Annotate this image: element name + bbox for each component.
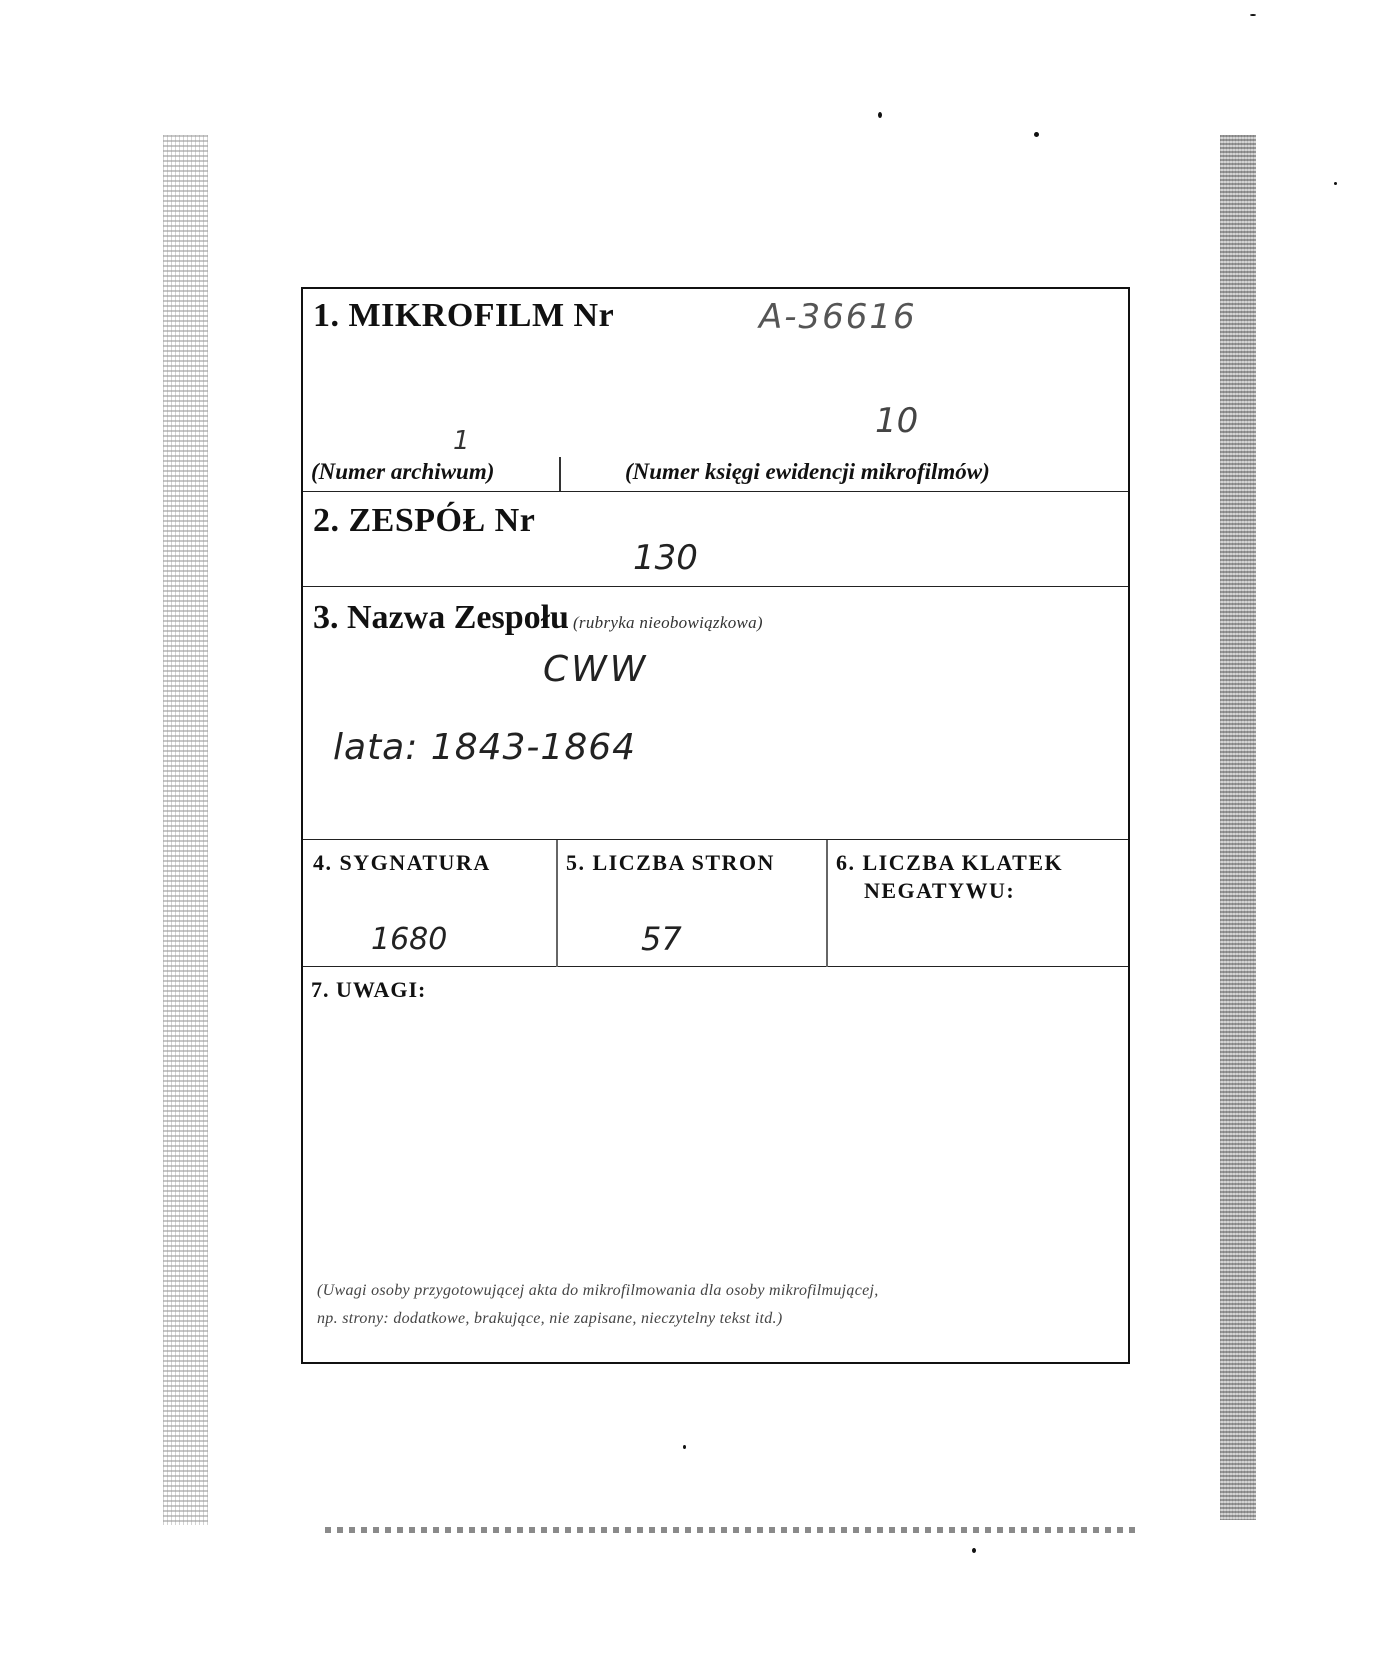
- scan-edge-right: [1220, 135, 1256, 1520]
- liczba-stron-value: 57: [641, 920, 682, 958]
- scan-speck: [972, 1548, 976, 1553]
- mikrofilm-label: 1. MIKROFILM Nr: [313, 297, 615, 334]
- scan-edge-left: [163, 135, 208, 1525]
- book-number: 10: [875, 401, 919, 441]
- book-number-label: (Numer księgi ewidencji mikrofilmów): [625, 459, 990, 484]
- uwagi-label: 7. UWAGI:: [311, 977, 427, 1002]
- scan-speck: [878, 112, 882, 118]
- nazwa-zespolu-note: (rubryka nieobowiązkowa): [572, 613, 763, 632]
- zespol-number: 130: [633, 538, 698, 578]
- section-zespol: [303, 492, 1128, 587]
- scan-edge-bottom: [325, 1527, 1135, 1533]
- zespol-years: lata: 1843-1864: [333, 727, 637, 768]
- negatywu-label: NEGATYWU:: [864, 878, 1016, 903]
- uwagi-footnote: [317, 1277, 1117, 1333]
- zespol-label: 2. ZESPÓŁ Nr: [313, 502, 536, 539]
- sygnatura-value: 1680: [371, 922, 448, 957]
- column-divider: [556, 840, 558, 967]
- liczba-klatek-label: 6. LICZBA KLATEK: [836, 850, 1064, 875]
- archive-number: 1: [453, 426, 470, 456]
- uwagi-footnote-line-1: (Uwagi osoby przygotowującej akta do mikrofilmowania dla osoby mikrofilmującej,: [317, 1282, 879, 1299]
- uwagi-footnote-line-2: np. strony: dodatkowe, brakujące, nie zapisane, nieczytelny tekst itd.): [317, 1310, 783, 1327]
- section-nazwa-zespolu: [303, 587, 1128, 840]
- section-mikrofilm: [303, 289, 1128, 492]
- archive-number-label: (Numer archiwum): [311, 459, 495, 484]
- scan-speck: [1034, 132, 1039, 137]
- microfilm-form: [301, 287, 1130, 1364]
- section-sygnatura-row: [303, 840, 1128, 967]
- scan-speck: [1250, 14, 1256, 16]
- column-divider: [826, 840, 828, 967]
- archive-divider: [559, 457, 561, 491]
- zespol-name: CWW: [543, 649, 649, 690]
- nazwa-zespolu-label: 3. Nazwa Zespołu: [313, 599, 569, 636]
- liczba-stron-label: 5. LICZBA STRON: [566, 850, 775, 875]
- scan-speck: [683, 1445, 686, 1449]
- nazwa-zespolu-heading: [313, 599, 763, 637]
- sygnatura-label: 4. SYGNATURA: [313, 850, 491, 875]
- mikrofilm-number: A-36616: [759, 297, 917, 337]
- section-uwagi: [303, 967, 1128, 1362]
- scan-speck: [1334, 182, 1337, 185]
